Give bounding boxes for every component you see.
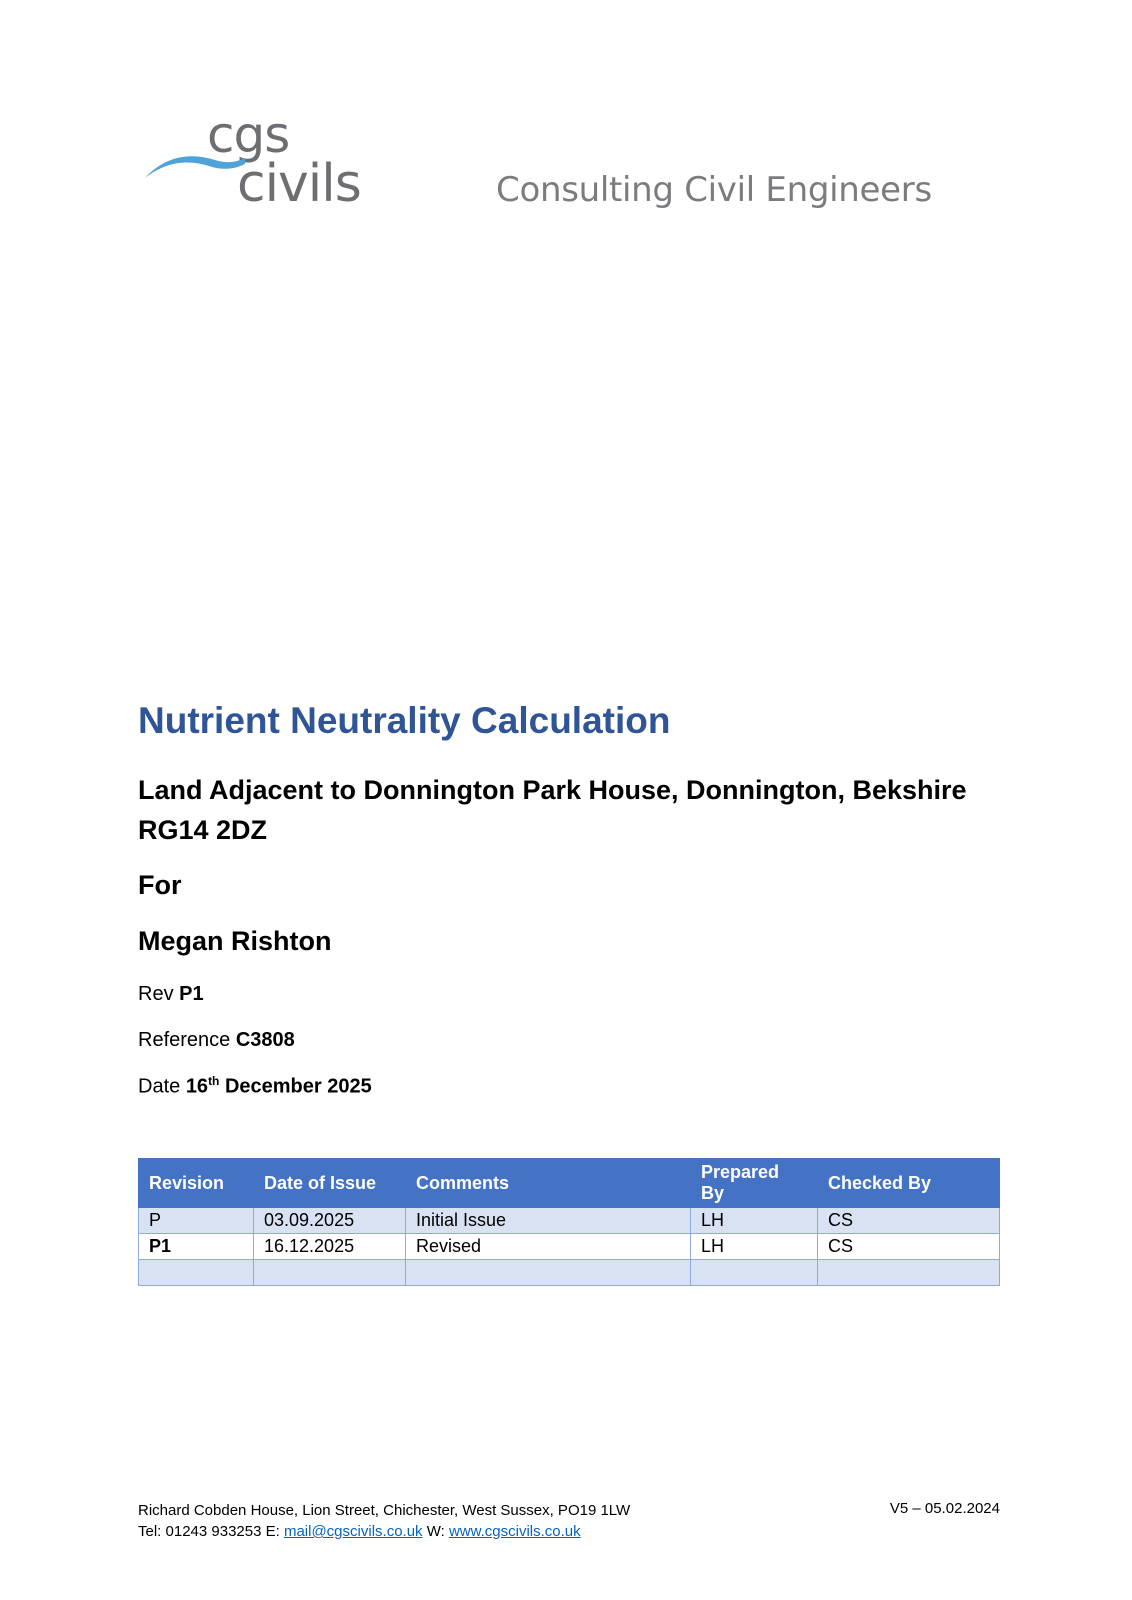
header-comments: Comments (406, 1159, 691, 1208)
logo-text-civils: civils (237, 154, 361, 214)
company-tagline: Consulting Civil Engineers (496, 170, 932, 210)
header-checked-by: Checked By (818, 1159, 1000, 1208)
for-label: For (138, 870, 182, 900)
cell-comments (406, 1260, 691, 1286)
date-line (138, 1074, 372, 1099)
reference-label: Reference (138, 1029, 231, 1051)
table-row (139, 1260, 1000, 1286)
company-logo (145, 106, 375, 222)
logo-wave-icon (145, 146, 245, 186)
document-subtitle: Land Adjacent to Donnington Park House, Donnington, Bekshire RG14 2DZ (138, 775, 967, 845)
reference-line (138, 1029, 295, 1052)
cell-date: 16.12.2025 (254, 1234, 406, 1260)
email-link[interactable]: mail@cgscivils.co.uk (283, 1523, 423, 1540)
cell-prepared-by (691, 1260, 818, 1286)
cell-prepared-by: LH (691, 1234, 818, 1260)
date-suffix: th (208, 1074, 220, 1088)
cell-checked-by (818, 1260, 1000, 1286)
footer-contact (138, 1500, 630, 1542)
revision-label: Rev (138, 983, 174, 1005)
footer-tel: Tel: 01243 933253 E: (138, 1523, 284, 1540)
cell-comments: Initial Issue (406, 1208, 691, 1234)
cell-comments: Revised (406, 1234, 691, 1260)
document-title: Nutrient Neutrality Calculation (138, 700, 671, 741)
cell-checked-by: CS (818, 1234, 1000, 1260)
cell-date (254, 1260, 406, 1286)
cell-date: 03.09.2025 (254, 1208, 406, 1234)
cell-revision (139, 1260, 254, 1286)
cell-revision: P (139, 1208, 254, 1234)
cell-checked-by: CS (818, 1208, 1000, 1234)
website-link[interactable]: www.cgscivils.co.uk (448, 1523, 581, 1540)
date-rest: December 2025 (224, 1075, 372, 1098)
revision-value: P1 (179, 983, 204, 1005)
table-row (139, 1208, 1000, 1234)
cell-prepared-by: LH (691, 1208, 818, 1234)
date-day: 16 (185, 1075, 209, 1098)
revision-table (138, 1158, 1000, 1286)
cell-revision: P1 (139, 1234, 254, 1260)
header-date-of-issue: Date of Issue (254, 1159, 406, 1208)
header-prepared-by: Prepared By (691, 1159, 818, 1208)
table-header-row (139, 1159, 1000, 1208)
footer-contact-line (138, 1521, 630, 1542)
footer-version: V5 – 05.02.2024 (889, 1500, 1000, 1517)
footer-address: Richard Cobden House, Lion Street, Chichester, West Sussex, PO19 1LW (138, 1502, 631, 1519)
header-revision: Revision (139, 1159, 254, 1208)
table-row (139, 1234, 1000, 1260)
reference-value: C3808 (235, 1029, 295, 1051)
date-label: Date (138, 1075, 181, 1098)
revision-line (138, 983, 204, 1006)
client-name: Megan Rishton (138, 926, 332, 956)
logo-text-cgs: cgs (207, 106, 290, 164)
footer-web-prefix: W: (422, 1523, 449, 1540)
